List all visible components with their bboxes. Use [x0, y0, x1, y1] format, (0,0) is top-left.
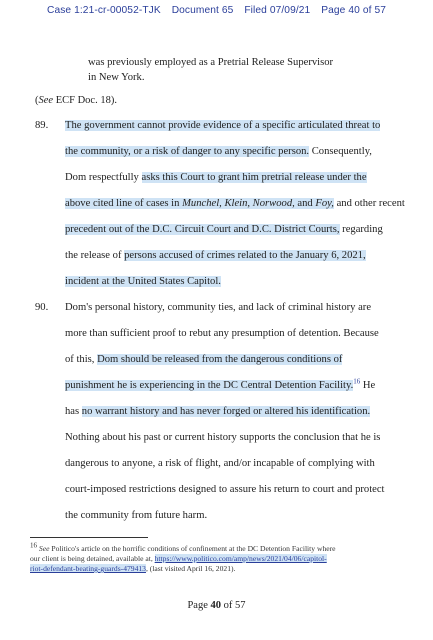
document-number: Document 65 — [171, 5, 234, 16]
highlighted-text: Dom should be released from the dangerous conditions of — [97, 354, 343, 365]
footnote-link[interactable]: https://www.politico.com/amp/news/2021/04/06/capitol- — [154, 554, 327, 563]
block-quote-line: was previously employed as a Pretrial Release Supervisor — [88, 57, 334, 68]
page-footer: Page 40 of 57 — [187, 600, 246, 611]
paragraph-line: precedent out of the D.C. Circuit Court and D.C. District Courts, regarding — [65, 224, 383, 235]
paragraph-line: punishment he is experiencing in the DC Central Detention Facility.$^{16}$ He — [65, 377, 376, 391]
footnote-line: $^{16}$ See Politico's article on the horrific conditions of confinement at the DC Detention Facility where — [30, 541, 336, 553]
paragraph-number: 89. — [35, 120, 49, 131]
highlighted-text: The government cannot provide evidence of a specific articulated threat to — [65, 120, 381, 131]
filed-date: Filed 07/09/21 — [244, 5, 311, 16]
highlighted-text: punishment he is experiencing in the DC Central Detention Facility. — [65, 380, 354, 391]
citation: (See ECF Doc. 18). — [35, 95, 117, 106]
block-quote-line: in New York. — [88, 72, 145, 83]
paragraph-line: Dom's personal history, community ties, and lack of criminal history are — [65, 302, 372, 313]
footnote-link[interactable]: riot-defendant-beating-guards-479413 — [30, 564, 146, 573]
paragraph-line: has no warrant history and has never forged or altered his identification. — [65, 406, 371, 417]
paragraph-line: of this, Dom should be released from the dangerous conditions of — [65, 354, 343, 365]
paragraph-line: above cited line of cases in Munchel, Klein, Norwood, and Foy, and other recent — [65, 198, 405, 209]
footnote-line: riot-defendant-beating-guards-479413, (last visited April 16, 2021). — [30, 564, 236, 573]
highlighted-text: the community, or a risk of danger to any specific person. — [65, 146, 310, 157]
paragraph-line: court-imposed restrictions designed to assure his return to court and protect — [65, 484, 385, 495]
paragraph-line — [65, 120, 380, 131]
footnote-marker: 16 — [30, 541, 37, 550]
paragraph-number: 90. — [35, 302, 49, 313]
footnote-divider — [30, 537, 148, 538]
highlighted-text: no warrant history and has never forged or altered his identification. — [81, 406, 371, 417]
highlighted-text: persons accused of crimes related to the January 6, 2021, — [124, 250, 366, 261]
highlighted-text: asks this Court to grant him pretrial release under the — [141, 172, 367, 183]
footnote-ref[interactable]: 16 — [353, 377, 361, 386]
page-count: Page 40 of 57 — [321, 5, 386, 16]
paragraph-line: Dom respectfully asks this Court to grant him pretrial release under the — [65, 172, 367, 183]
block-quote — [88, 55, 408, 85]
paragraph-line: the community, or a risk of danger to any specific person. Consequently, — [65, 146, 372, 157]
paragraph-line: the community from future harm. — [65, 510, 208, 521]
paragraph-line: dangerous to anyone, a risk of flight, and/or incapable of complying with — [65, 458, 375, 469]
current-page-number: 40 — [210, 600, 222, 611]
paragraph-line: more than sufficient proof to rebut any presumption of detention. Because — [65, 328, 379, 339]
citation-text: ECF Doc. 18). — [53, 95, 117, 106]
paragraph-line: the release of persons accused of crimes related to the January 6, 2021, — [65, 250, 366, 261]
highlighted-text: precedent out of the D.C. Circuit Court and D.C. District Courts, — [65, 224, 340, 235]
case-number: Case 1:21-cr-00052-TJK — [47, 5, 161, 16]
highlighted-text: incident at the United States Capitol. — [65, 276, 221, 287]
footnote-line: our client is being detained, available at, https://www.politico.com/amp/news/2021/04/06/capitol- — [30, 554, 327, 563]
paragraph-line: Nothing about his past or current history supports the conclusion that he is — [65, 432, 381, 443]
citation-signal: See — [38, 95, 54, 106]
paragraph-line — [65, 276, 221, 287]
case-header — [0, 5, 433, 16]
